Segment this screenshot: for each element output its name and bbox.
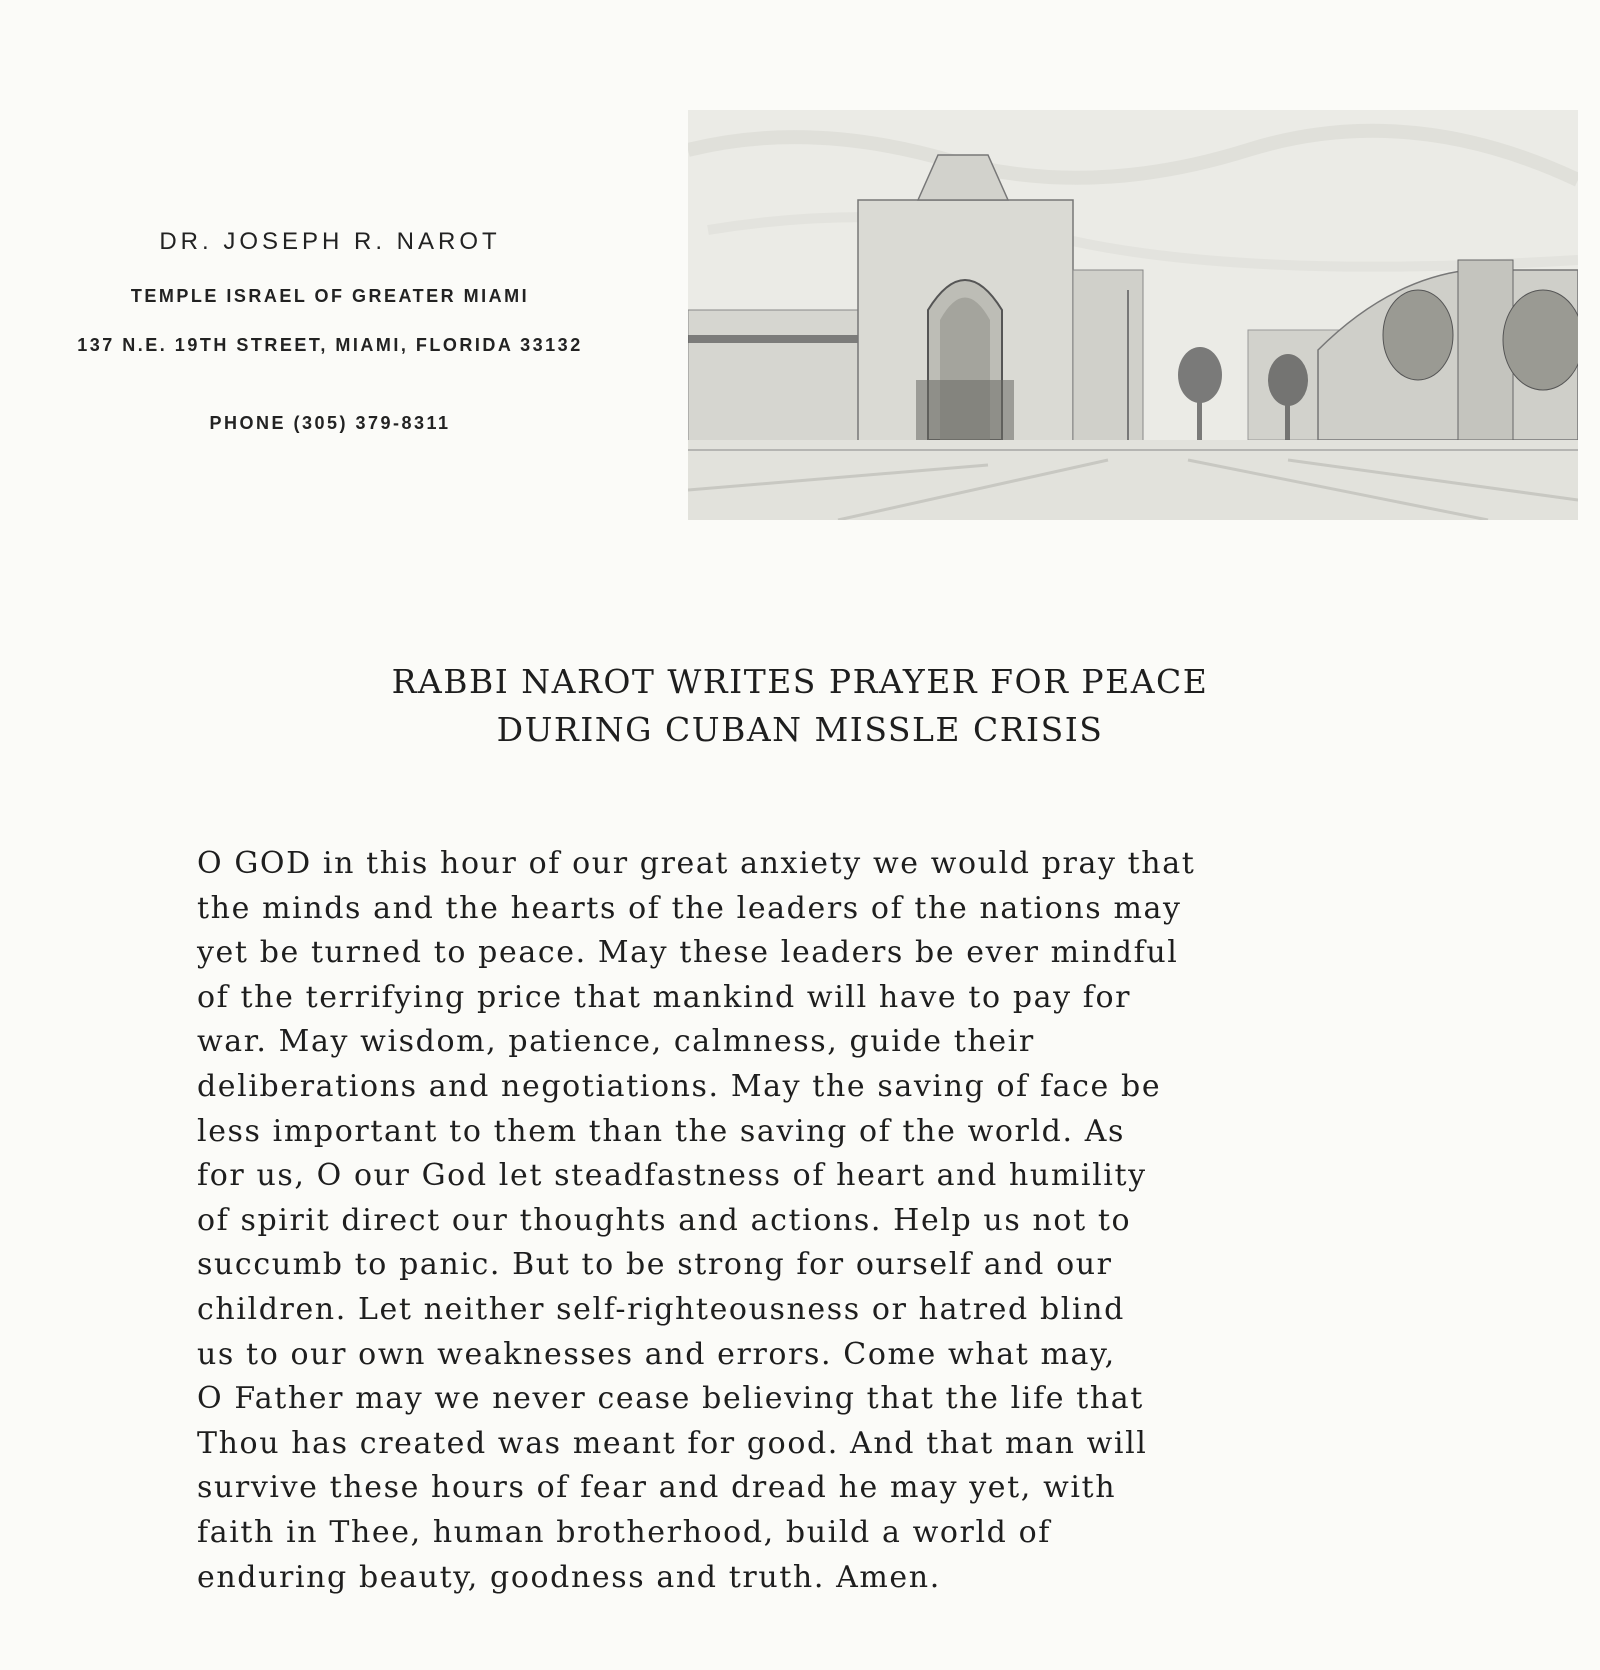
headline-line-1: RABBI NAROT WRITES PRAYER FOR PEACE	[391, 662, 1209, 701]
letterhead-name: DR. JOSEPH R. NAROT	[159, 228, 501, 255]
prayer-line: for us, O our God let steadfastness of heart and humility	[197, 1158, 1147, 1194]
prayer-line: of the terrifying price that mankind will have to pay for	[197, 979, 1132, 1015]
temple-illustration	[688, 110, 1578, 520]
prayer-line: O GOD in this hour of our great anxiety we would pray that	[197, 846, 1196, 881]
letterhead-organization: TEMPLE ISRAEL OF GREATER MIAMI	[130, 286, 530, 306]
letterhead-address: 137 N.E. 19TH STREET, MIAMI, FLORIDA 33132	[77, 335, 583, 355]
prayer-line: succumb to panic. But to be strong for ourself and our	[197, 1247, 1113, 1283]
prayer-line: yet be turned to peace. May these leaders be ever mindful	[197, 935, 1179, 971]
prayer-line: us to our own weaknesses and errors. Come what may,	[197, 1336, 1116, 1372]
prayer-line: of spirit direct our thoughts and actions. Help us not to	[197, 1202, 1132, 1238]
prayer-text	[197, 842, 1397, 1600]
prayer-line: deliberations and negotiations. May the saving of face be	[197, 1068, 1162, 1104]
prayer-line: O Father may we never cease believing that the life that	[197, 1381, 1144, 1417]
prayer-line: faith in Thee, human brotherhood, build a world of	[197, 1514, 1051, 1550]
prayer-line: the minds and the hearts of the leaders of the nations may	[197, 890, 1182, 926]
prayer-line: children. Let neither self-righteousness or hatred blind	[197, 1291, 1125, 1327]
letterhead-phone: PHONE (305) 379-8311	[209, 413, 451, 433]
prayer-line: survive these hours of fear and dread he may yet, with	[197, 1470, 1117, 1506]
prayer-line: enduring beauty, goodness and truth. Amen.	[197, 1559, 941, 1595]
prayer-line: Thou has created was meant for good. And that man will	[197, 1425, 1148, 1461]
prayer-line: less important to them than the saving of the world. As	[197, 1113, 1125, 1149]
headline-line-2: DURING CUBAN MISSLE CRISIS	[496, 710, 1104, 749]
prayer-line: war. May wisdom, patience, calmness, guide their	[197, 1024, 1035, 1060]
